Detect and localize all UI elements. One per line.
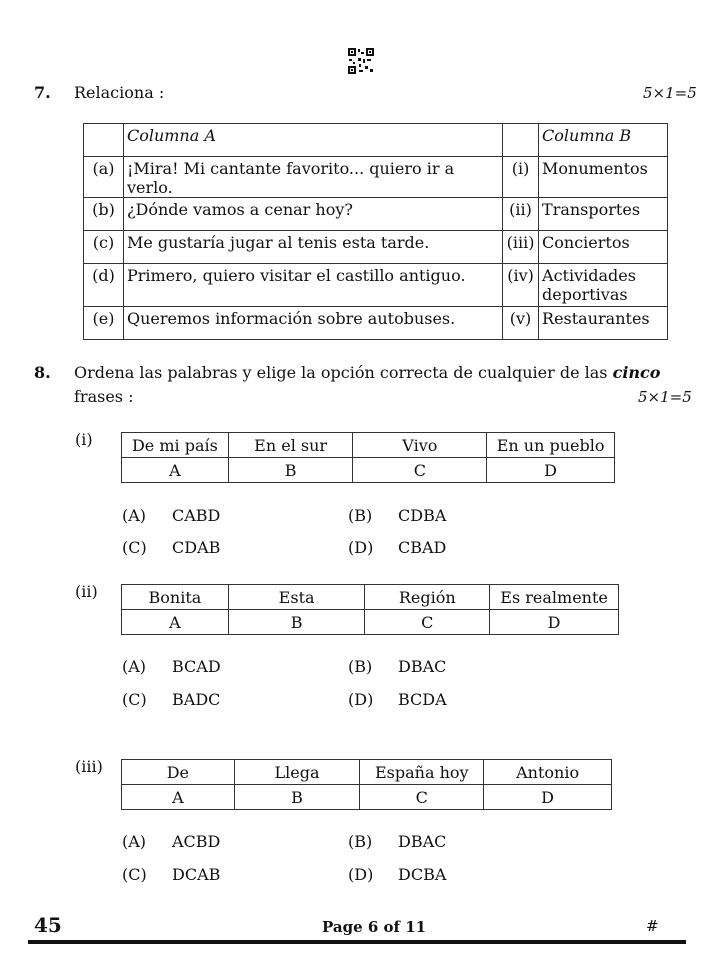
part-i-letter-d: D (487, 458, 615, 483)
row-label-a: (a) (84, 157, 124, 198)
q8-instruction-text: Ordena las palabras y elige la opción correcta de cualquier de las (74, 363, 608, 382)
part-iii-letter-b: B (234, 785, 360, 810)
part-i-word-d: En un pueblo (487, 433, 615, 458)
part-iii-option-b: DBAC (398, 832, 447, 851)
row-text-iv-line2: deportivas (542, 285, 628, 304)
part-ii-word-a: Bonita (122, 585, 229, 610)
row-label-i: (i) (503, 157, 539, 198)
part-iii-option-c-label: (C) (122, 865, 147, 884)
row-text-iv-line1: Actividades (542, 266, 636, 285)
part-iii-letter-d: D (484, 785, 612, 810)
row-text-ii: Transportes (539, 198, 668, 231)
row-label-d: (d) (84, 264, 124, 307)
q8-instruction-emphasis: cinco (612, 363, 661, 382)
part-i-word-b: En el sur (228, 433, 353, 458)
q7-number: 7. (34, 83, 51, 102)
part-ii-option-d: BCDA (398, 690, 447, 709)
part-ii-option-b: DBAC (398, 657, 447, 676)
part-iii-option-d: DCBA (398, 865, 447, 884)
col-b-header: Columna B (539, 124, 668, 157)
part-i-option-d-label: (D) (348, 538, 374, 557)
page-number-label: Page 6 of 11 (322, 918, 427, 936)
part-i-option-b-label: (B) (348, 506, 373, 525)
part-ii-label: (ii) (75, 582, 98, 601)
part-iii-word-b: Llega (234, 760, 360, 785)
q8-instruction-cont: frases : (74, 387, 134, 406)
part-iii-option-b-label: (B) (348, 832, 373, 851)
part-iii-option-d-label: (D) (348, 865, 374, 884)
row-label-e: (e) (84, 307, 124, 340)
row-text-v: Restaurantes (539, 307, 668, 340)
part-i-option-b: CDBA (398, 506, 447, 525)
part-ii-word-table (121, 584, 619, 635)
part-iii-word-d: Antonio (484, 760, 612, 785)
part-ii-option-d-label: (D) (348, 690, 374, 709)
part-iii-word-table (121, 759, 612, 810)
part-iii-letter-a: A (122, 785, 235, 810)
part-i-option-a: CABD (172, 506, 221, 525)
col-a-header: Columna A (123, 124, 502, 157)
q8-instruction (74, 363, 664, 382)
row-label-c: (c) (84, 231, 124, 264)
part-iii-word-a: De (122, 760, 235, 785)
part-ii-word-c: Región (365, 585, 490, 610)
part-i-label: (i) (75, 430, 93, 449)
part-iii-label: (iii) (75, 757, 103, 776)
footer-rule (28, 940, 686, 944)
q8-number: 8. (34, 363, 51, 382)
part-i-letter-a: A (122, 458, 229, 483)
row-text-iii: Conciertos (539, 231, 668, 264)
part-i-option-a-label: (A) (122, 506, 147, 525)
part-ii-option-c: BADC (172, 690, 221, 709)
part-i-word-a: De mi país (122, 433, 229, 458)
part-ii-letter-a: A (122, 610, 229, 635)
q8-marks: 5×1=5 (638, 388, 692, 406)
row-label-iv: (iv) (503, 264, 539, 307)
hash-mark: # (646, 917, 659, 935)
part-ii-word-b: Esta (228, 585, 365, 610)
row-label-v: (v) (503, 307, 539, 340)
part-i-letter-c: C (353, 458, 487, 483)
row-text-e: Queremos información sobre autobuses. (123, 307, 502, 340)
part-ii-option-a: BCAD (172, 657, 221, 676)
row-text-iv (539, 264, 668, 307)
part-iii-option-c: DCAB (172, 865, 221, 884)
part-i-word-table (121, 432, 615, 483)
part-iii-option-a-label: (A) (122, 832, 147, 851)
part-ii-letter-d: D (490, 610, 619, 635)
part-iii-option-a: ACBD (172, 832, 221, 851)
part-i-option-d: CBAD (398, 538, 447, 557)
row-text-a: ¡Mira! Mi cantante favorito... quiero ir a verlo. (123, 157, 502, 198)
row-text-d: Primero, quiero visitar el castillo antiguo. (123, 264, 502, 307)
row-text-b: ¿Dónde vamos a cenar hoy? (123, 198, 502, 231)
part-ii-option-b-label: (B) (348, 657, 373, 676)
part-ii-letter-b: B (228, 610, 365, 635)
row-text-c: Me gustaría jugar al tenis esta tarde. (123, 231, 502, 264)
q7-marks: 5×1=5 (643, 84, 697, 102)
row-label-iii: (iii) (503, 231, 539, 264)
part-i-letter-b: B (228, 458, 353, 483)
q7-title: Relaciona : (74, 83, 165, 102)
part-ii-option-c-label: (C) (122, 690, 147, 709)
part-ii-letter-c: C (365, 610, 490, 635)
row-text-i: Monumentos (539, 157, 668, 198)
row-label-ii: (ii) (503, 198, 539, 231)
part-ii-word-d: Es realmente (490, 585, 619, 610)
qr-code (347, 47, 375, 75)
part-iii-letter-c: C (360, 785, 484, 810)
page-code: 45 (34, 913, 62, 937)
part-i-option-c: CDAB (172, 538, 221, 557)
part-i-option-c-label: (C) (122, 538, 147, 557)
part-ii-option-a-label: (A) (122, 657, 147, 676)
part-i-word-c: Vivo (353, 433, 487, 458)
q7-match-table (83, 123, 668, 340)
part-iii-word-c: España hoy (360, 760, 484, 785)
row-label-b: (b) (84, 198, 124, 231)
